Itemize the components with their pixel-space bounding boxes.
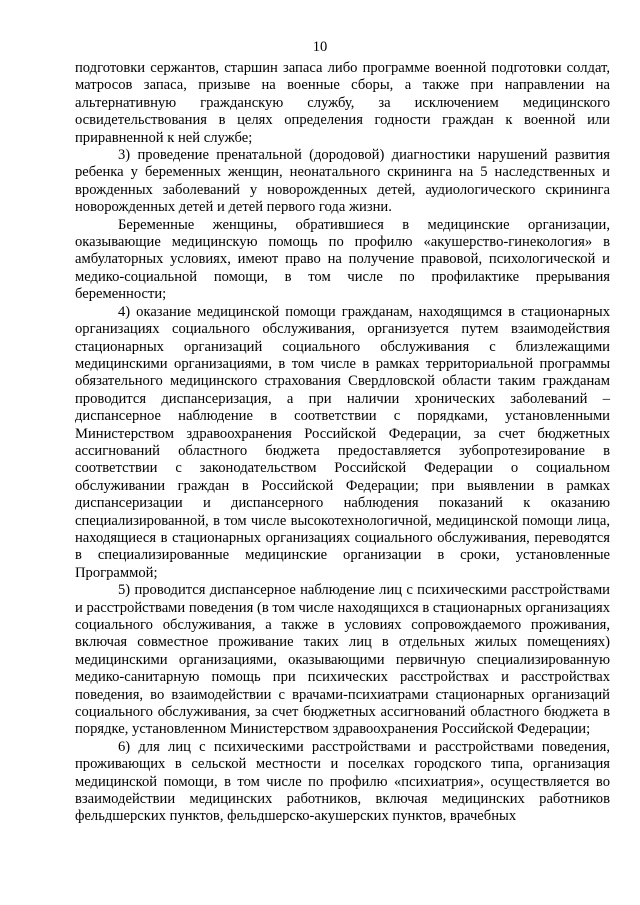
paragraph-item-5: 5) проводится диспансерное наблюдение лиц с психическими расстройствами и расстройствами поведения (в том числе находящихся в стационарных организациях социального обслуживания, а также в условиях сопровождаемого проживания, включая совместное проживание таких лиц в отдельных жилых помещениях) медицинскими организациями, оказывающими первичную специализированную медико-санитарную помощь при психических расстройствах и расстройствах поведения, во взаимодействии с врачами-психиатрами стационарных организаций социального обслуживания, за счет бюджетных ассигнований областного бюджета в порядке, установленном Министерством здравоохранения Российской Федерации; <box>75 582 610 738</box>
paragraph-item-3: 3) проведение пренатальной (дородовой) диагностики нарушений развития ребенка у беременных женщин, неонатального скрининга на 5 наследственных и врожденных заболеваний у новорожденных детей, аудиологического скрининга новорожденных детей и детей первого года жизни. <box>75 147 610 216</box>
paragraph-pregnant-women: Беременные женщины, обратившиеся в медицинские организации, оказывающие медицинскую помощь по профилю «акушерство-гинекология» в амбулаторных условиях, имеют право на получение правовой, психологической и медико-социальной помощи, в том числе по профилактике прерывания беременности; <box>75 216 610 303</box>
page-number: 10 <box>312 39 328 55</box>
document-body <box>75 60 610 826</box>
paragraph-item-6: 6) для лиц с психическими расстройствами и расстройствами поведения, проживающих в сельской местности и поселках городского типа, организация медицинской помощи, в том числе по профилю «психиатрия», осуществляется во взаимодействии медицинских работников, включая медицинских работников фельдшерских пунктов, фельдшерско-акушерских пунктов, врачебных <box>75 738 610 825</box>
paragraph-item-4: 4) оказание медицинской помощи гражданам, находящимся в стационарных организациях социального обслуживания, организуется путем взаимодействия стационарных организаций социального обслуживания с близлежащими медицинскими организациями, в том числе в рамках территориальной программы обязательного медицинского страхования Свердловской области таким гражданам проводится диспансеризация, а при наличии хронических заболеваний – диспансерное наблюдение в соответствии с порядками, установленными Министерством здравоохранения Российской Федерации, за счет бюджетных ассигнований областного бюджета предоставляется зубопротезирование в соответствии с законодательством Российской Федерации о социальном обслуживании граждан в Российской Федерации; при выявлении в рамках диспансеризации и диспансерного наблюдения показаний к оказанию специализированной, в том числе высокотехнологичной, медицинской помощи лица, находящиеся в стационарных организациях социального обслуживания, переводятся в специализированные медицинские организации в сроки, установленные Программой; <box>75 303 610 581</box>
paragraph-continuation: подготовки сержантов, старшин запаса либо программе военной подготовки солдат, матросов запаса, призыве на военные сборы, а также при направлении на альтернативную гражданскую службу, за исключением медицинского освидетельствования в целях определения годности граждан к военной или приравненной к ней службе; <box>75 60 610 146</box>
